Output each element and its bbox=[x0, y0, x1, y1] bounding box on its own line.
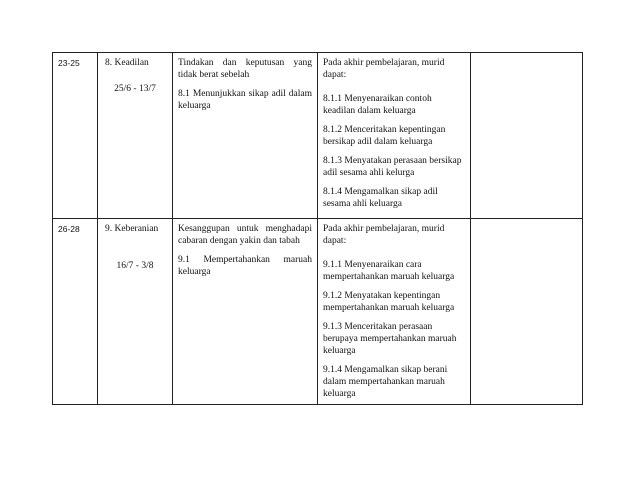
objective-item: 9.1.4 Mengamalkan sikap berani dalam mempertahankan maruah keluarga bbox=[323, 365, 448, 399]
unit-title: 8. Keadilan bbox=[105, 58, 149, 68]
objective-item: 9.1.2 Menyatakan kepentingan mempertahankan maruah keluarga bbox=[323, 291, 455, 313]
objective-item: 8.1.2 Menceritakan kepentingan bersikap adil dalam keluarga bbox=[323, 125, 446, 147]
standard-learning: 8.1 Menunjukkan sikap adil dalam keluarga bbox=[178, 89, 312, 111]
week-cell: 26-28 bbox=[53, 219, 98, 405]
unit-cell bbox=[98, 53, 173, 219]
unit-title: 9. Keberanian bbox=[105, 224, 159, 234]
table-row bbox=[53, 53, 583, 219]
objectives-cell bbox=[318, 219, 471, 405]
objective-item: 9.1.1 Menyenaraikan cara mempertahankan maruah keluarga bbox=[323, 260, 455, 282]
objective-item: 9.1.3 Menceritakan perasaan berupaya mempertahankan maruah keluarga bbox=[323, 322, 457, 356]
objectives-cell bbox=[318, 53, 471, 219]
notes-cell bbox=[471, 219, 583, 405]
standard-content: Kesanggupan untuk menghadapi cabaran dengan yakin dan tabah bbox=[178, 224, 312, 246]
unit-cell bbox=[98, 219, 173, 405]
table-row bbox=[53, 219, 583, 405]
week-cell: 23-25 bbox=[53, 53, 98, 219]
unit-dates: 25/6 - 13/7 bbox=[114, 84, 156, 94]
standard-learning: 9.1 Mempertahankan maruah keluarga bbox=[178, 255, 312, 277]
objective-item: 8.1.1 Menyenaraikan contoh keadilan dalam keluarga bbox=[323, 94, 432, 116]
unit-dates: 16/7 - 3/8 bbox=[116, 261, 154, 271]
standard-content: Tindakan dan keputusan yang tidak berat sebelah bbox=[178, 58, 312, 80]
standard-content-cell bbox=[173, 53, 318, 219]
objectives-intro: Pada akhir pembelajaran, murid dapat: bbox=[323, 224, 445, 246]
objectives-intro: Pada akhir pembelajaran, murid dapat: bbox=[323, 58, 445, 80]
objective-item: 8.1.4 Mengamalkan sikap adil sesama ahli keluarga bbox=[323, 187, 438, 209]
standard-content-cell bbox=[173, 219, 318, 405]
objective-item: 8.1.3 Menyatakan perasaan bersikap adil sesama ahli kelurga bbox=[323, 156, 462, 178]
lesson-plan-table bbox=[52, 52, 583, 405]
notes-cell bbox=[471, 53, 583, 219]
